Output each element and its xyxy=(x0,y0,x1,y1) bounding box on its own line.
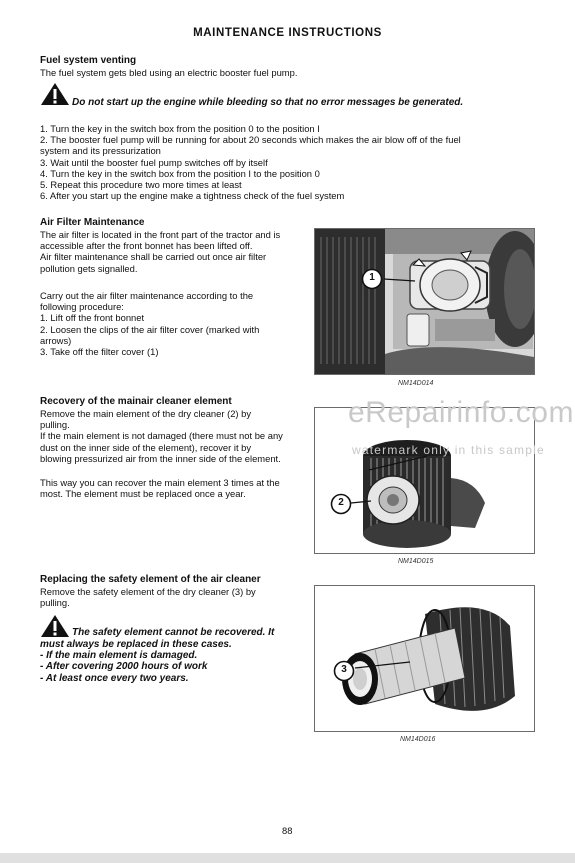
fuel-steps xyxy=(40,123,461,201)
text-line: most. The element must be replaced once a year. xyxy=(40,488,246,500)
list-item: 2. Loosen the clips of the air filter cover (marked with xyxy=(40,323,260,335)
text-line: Remove the main element of the dry cleaner (2) by xyxy=(40,408,252,419)
list-item: 3. Wait until the booster fuel pump switches off by itself xyxy=(40,156,268,168)
text-line: pulling. xyxy=(40,419,70,431)
text-line: This way you can recover the main element 3 times at the xyxy=(40,477,280,488)
text-line: pulling. xyxy=(40,597,70,609)
fuel-intro: The fuel system gets bled using an electric booster fuel pump. xyxy=(40,67,298,78)
list-item: 2. The booster fuel pump will be running for about 20 seconds which makes the air blow off of the fuel xyxy=(40,134,461,146)
list-item: 4. Turn the key in the switch box from the position I to the position 0 xyxy=(40,167,320,179)
text-line: Remove the safety element of the dry cleaner (3) by xyxy=(40,586,256,597)
callout-label: 2 xyxy=(338,497,344,508)
figure-engine-air-filter xyxy=(314,228,535,375)
figure-safety-element xyxy=(314,585,535,732)
list-item: - At least once every two years. xyxy=(40,672,189,684)
list-item: 1. Turn the key in the switch box from the position 0 to the position I xyxy=(40,123,320,134)
text-line: The air filter is located in the front part of the tractor and is xyxy=(40,229,281,240)
safety-text xyxy=(40,586,256,608)
safety-warning-list xyxy=(40,639,232,684)
text-line: blowing pressurized air from the inner side of the element. xyxy=(40,452,281,464)
list-item: 3. Take off the filter cover (1) xyxy=(40,346,159,358)
warning-triangle-icon xyxy=(40,614,70,638)
safety-element-illustration xyxy=(315,586,534,731)
page-title: MAINTENANCE INSTRUCTIONS xyxy=(193,27,382,39)
figure-caption: NM14D014 xyxy=(398,380,434,387)
page-number: 88 xyxy=(282,825,293,836)
watermark-note: watermark only in this sample xyxy=(352,443,545,457)
air-filter-heading: Air Filter Maintenance xyxy=(40,217,145,228)
figure-caption: NM14D016 xyxy=(400,736,436,743)
fuel-heading: Fuel system venting xyxy=(40,55,137,66)
list-item: arrows) xyxy=(40,334,72,346)
list-item: 6. After you start up the engine make a tightness check of the fuel system xyxy=(40,190,345,202)
callout-label: 3 xyxy=(341,664,347,675)
recovery-heading: Recovery of the mainair cleaner element xyxy=(40,396,232,407)
text-line: dust on the inner side of the element), recover it by xyxy=(40,441,252,453)
list-item: - If the main element is damaged. xyxy=(40,650,198,662)
safety-warning-line: The safety element cannot be recovered. It xyxy=(72,627,275,638)
callout-label: 1 xyxy=(369,272,375,283)
air-filter-procedure xyxy=(40,290,259,357)
text-line: If the main element is not damaged (there must not be any xyxy=(40,430,283,442)
warning-triangle-icon xyxy=(40,82,70,106)
fuel-warning: Do not start up the engine while bleeding so that no error messages be generated. xyxy=(72,97,464,108)
page-bottom-edge xyxy=(0,853,575,863)
text-line: accessible after the front bonnet has been lifted off. xyxy=(40,240,253,252)
list-item: 1. Lift off the front bonnet xyxy=(40,312,145,324)
list-item: 5. Repeat this procedure two more times at least xyxy=(40,179,242,191)
list-item: - After covering 2000 hours of work xyxy=(40,661,208,673)
text-line: following procedure: xyxy=(40,301,124,313)
text-line: Air filter maintenance shall be carried out once air filter xyxy=(40,251,267,263)
figure-caption: NM14D015 xyxy=(398,558,434,565)
recovery-text-2 xyxy=(40,477,280,499)
list-item: system and its pressurization xyxy=(40,145,161,157)
recovery-text xyxy=(40,408,283,464)
text-line: Carry out the air filter maintenance according to the xyxy=(40,290,254,301)
text-line: must always be replaced in these cases. xyxy=(40,639,232,650)
engine-bay-illustration xyxy=(315,229,534,374)
watermark-site: eRepairinfo.com xyxy=(348,396,574,429)
air-filter-text xyxy=(40,229,280,274)
text-line: pollution gets signalled. xyxy=(40,262,138,274)
safety-heading: Replacing the safety element of the air cleaner xyxy=(40,574,261,585)
